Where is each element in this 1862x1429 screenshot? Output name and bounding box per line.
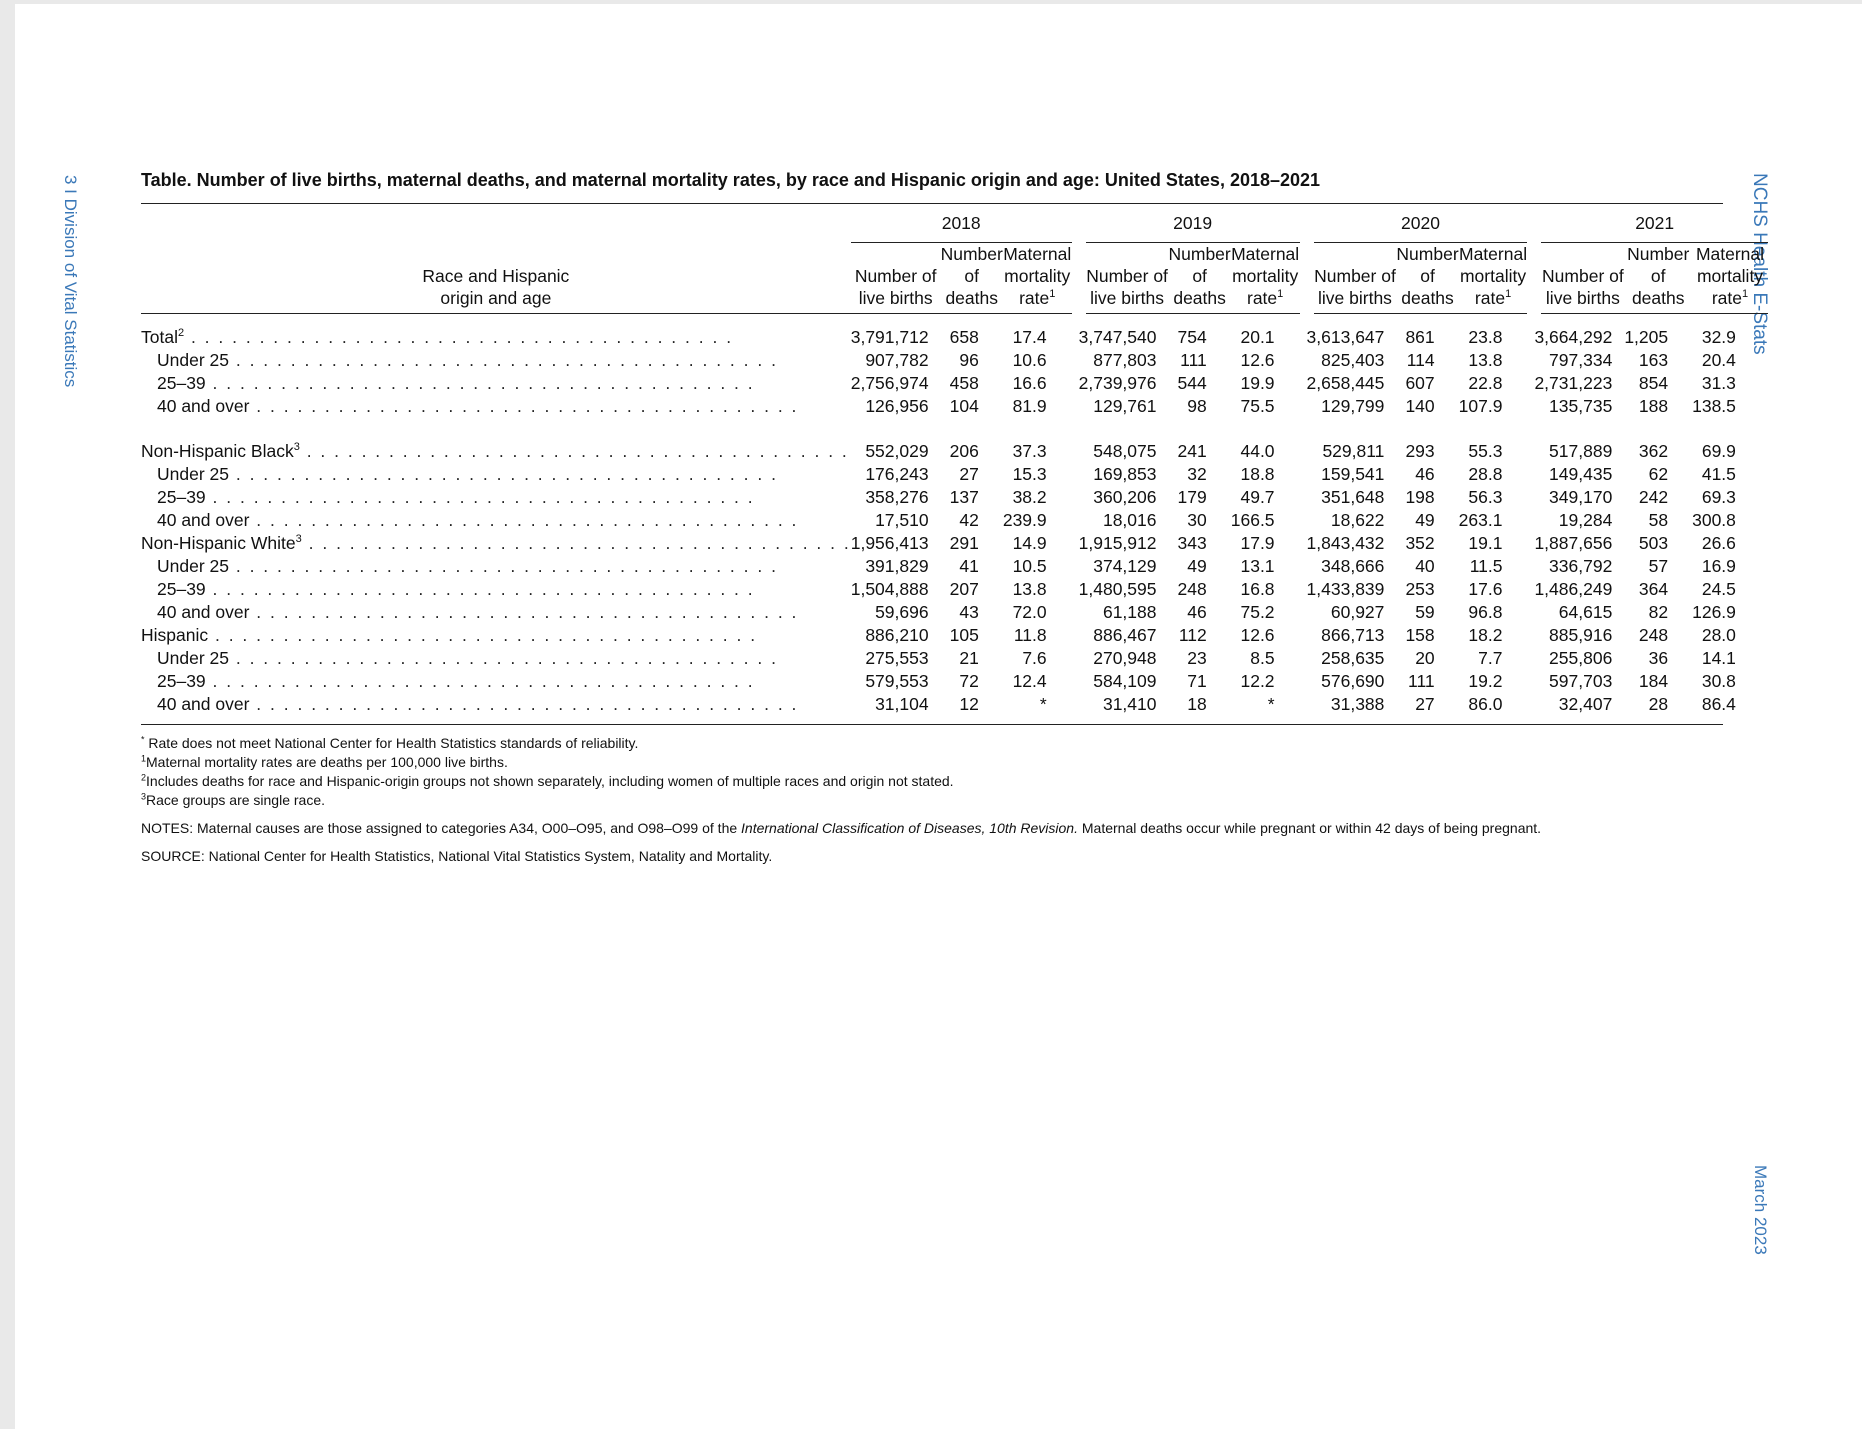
cell-mortality-rate: 107.9 [1458, 396, 1503, 416]
row-label: Non-Hispanic White$^3$ . . . . . . . . . . . . . . . . . . . . . . . . . . . . . . . . . . . . . . . . [141, 533, 851, 553]
table-row [141, 647, 1768, 670]
cell-live-births: 391,829 [865, 556, 929, 576]
cell-mortality-rate: 13.8 [1012, 579, 1047, 599]
cell-mortality-rate: 69.3 [1701, 487, 1736, 507]
cell-mortality-rate: 75.5 [1240, 396, 1275, 416]
table-row [141, 601, 1768, 624]
cell-live-births: 579,553 [865, 671, 929, 691]
cell-live-births: 126,956 [865, 396, 929, 416]
cell-mortality-rate: 37.3 [1012, 441, 1047, 461]
cell-mortality-rate: 49.7 [1240, 487, 1275, 507]
cell-deaths: 111 [1180, 350, 1207, 370]
cell-mortality-rate: * [1267, 694, 1275, 714]
col-header-births-2020: Number of live births [1307, 243, 1397, 314]
table-row [141, 349, 1768, 372]
cell-live-births: 885,916 [1549, 625, 1613, 645]
row-label: Non-Hispanic Black$^3$ . . . . . . . . . . . . . . . . . . . . . . . . . . . . . . . . . . . . . . . . [141, 441, 849, 461]
col-header-deaths-2019: Number of deaths [1169, 243, 1231, 314]
cell-deaths: 458 [949, 373, 979, 393]
year-header-2019: 2019 [1079, 204, 1307, 243]
cell-deaths: 179 [1177, 487, 1207, 507]
cell-live-births: 176,243 [865, 464, 929, 484]
cell-live-births: 270,948 [1093, 648, 1157, 668]
cell-deaths: 30 [1187, 510, 1207, 530]
cell-deaths: 49 [1415, 510, 1435, 530]
footnote-3: $^3$Race groups are single race. [141, 791, 326, 808]
row-label: 40 and over . . . . . . . . . . . . . . . . . . . . . . . . . . . . . . . . . . . . . . . . [157, 602, 799, 622]
cell-deaths: 23 [1187, 648, 1207, 668]
col-header-births-2018: Number of live births [851, 243, 941, 314]
cell-mortality-rate: 22.8 [1468, 373, 1503, 393]
footnote-1: $^1$Maternal mortality rates are deaths per 100,000 live births. [141, 753, 508, 770]
cell-mortality-rate: 126.9 [1692, 602, 1736, 622]
cell-live-births: 3,747,540 [1078, 327, 1157, 347]
cell-deaths: 59 [1415, 602, 1435, 622]
cell-live-births: 59,696 [875, 602, 929, 622]
cell-deaths: 41 [959, 556, 979, 576]
row-label: 40 and over . . . . . . . . . . . . . . . . . . . . . . . . . . . . . . . . . . . . . . . . [157, 510, 799, 530]
cell-deaths: 854 [1638, 373, 1669, 393]
cell-deaths: 253 [1405, 579, 1435, 599]
cell-mortality-rate: 16.9 [1701, 556, 1736, 576]
cell-mortality-rate: 11.8 [1013, 625, 1047, 645]
cell-mortality-rate: 55.3 [1468, 441, 1503, 461]
cell-live-births: 129,799 [1321, 396, 1385, 416]
row-label: Under 25 . . . . . . . . . . . . . . . . . . . . . . . . . . . . . . . . . . . . . . . . [157, 350, 778, 370]
cell-mortality-rate: 12.2 [1240, 671, 1275, 691]
cell-live-births: 529,811 [1322, 441, 1385, 461]
table-row [141, 693, 1768, 716]
cell-deaths: 364 [1638, 579, 1669, 599]
cell-live-births: 351,648 [1321, 487, 1385, 507]
cell-mortality-rate: 38.2 [1012, 487, 1047, 507]
cell-live-births: 1,480,595 [1078, 579, 1157, 599]
cell-mortality-rate: 17.6 [1468, 579, 1503, 599]
cell-live-births: 552,029 [865, 441, 929, 461]
cell-deaths: 28 [1648, 694, 1669, 714]
cell-mortality-rate: 12.6 [1240, 625, 1275, 645]
publication-name: NCHS Health E-Stats [1749, 173, 1770, 355]
footnotes [141, 734, 1711, 866]
cell-deaths: 104 [949, 396, 979, 416]
cell-deaths: 57 [1648, 556, 1669, 576]
cell-deaths: 72 [959, 671, 979, 691]
cell-deaths: 140 [1405, 396, 1435, 416]
footnote-2: $^2$Includes deaths for race and Hispanic-origin groups not shown separately, including women of multiple races and origin not stated. [141, 772, 954, 789]
cell-mortality-rate: 72.0 [1012, 602, 1047, 622]
cell-live-births: 169,853 [1093, 464, 1157, 484]
cell-deaths: 658 [949, 327, 979, 347]
row-label: 25–39 . . . . . . . . . . . . . . . . . . . . . . . . . . . . . . . . . . . . . . . . [157, 671, 755, 691]
cell-live-births: 886,210 [865, 625, 929, 645]
cell-mortality-rate: 239.9 [1002, 510, 1047, 530]
cell-deaths: 607 [1405, 373, 1435, 393]
row-label: Hispanic . . . . . . . . . . . . . . . . . . . . . . . . . . . . . . . . . . . . . . . . [141, 625, 758, 645]
col-header-births-2019: Number of live births [1079, 243, 1169, 314]
cell-deaths: 1,205 [1624, 327, 1669, 347]
cell-live-births: 886,467 [1093, 625, 1157, 645]
cell-live-births: 1,956,413 [850, 533, 929, 553]
cell-live-births: 31,388 [1330, 694, 1385, 714]
col-header-rate-2020: Maternal mortality rate$^1$ [1459, 243, 1535, 314]
cell-live-births: 31,104 [875, 694, 929, 714]
row-label: Under 25 . . . . . . . . . . . . . . . . . . . . . . . . . . . . . . . . . . . . . . . . [157, 648, 778, 668]
cell-live-births: 135,735 [1549, 396, 1613, 416]
cell-deaths: 188 [1638, 396, 1669, 416]
cell-live-births: 31,410 [1102, 694, 1157, 714]
cell-deaths: 96 [959, 350, 979, 370]
cell-live-births: 825,403 [1321, 350, 1385, 370]
cell-mortality-rate: 16.8 [1240, 579, 1275, 599]
source: SOURCE: National Center for Health Statistics, National Vital Statistics System, Natality and Mortality. [141, 848, 773, 864]
cell-mortality-rate: 263.1 [1458, 510, 1503, 530]
cell-live-births: 149,435 [1549, 464, 1613, 484]
row-label: Under 25 . . . . . . . . . . . . . . . . . . . . . . . . . . . . . . . . . . . . . . . . [157, 464, 778, 484]
cell-live-births: 3,613,647 [1306, 327, 1385, 347]
cell-deaths: 111 [1408, 671, 1435, 691]
table-row [141, 532, 1768, 555]
cell-mortality-rate: 11.5 [1469, 556, 1503, 576]
cell-deaths: 82 [1648, 602, 1669, 622]
cell-deaths: 114 [1406, 350, 1435, 370]
cell-mortality-rate: 10.6 [1012, 350, 1047, 370]
cell-mortality-rate: 18.8 [1240, 464, 1275, 484]
page-number-division: 3 I Division of Vital Statistics [61, 175, 80, 388]
cell-mortality-rate: 23.8 [1468, 327, 1503, 347]
cell-deaths: 98 [1187, 396, 1207, 416]
col-header-deaths-2018: Number of deaths [941, 243, 1003, 314]
cell-live-births: 797,334 [1549, 350, 1613, 370]
cell-mortality-rate: 86.4 [1701, 694, 1736, 714]
cell-mortality-rate: 69.9 [1701, 441, 1736, 461]
cell-deaths: 248 [1638, 625, 1669, 645]
cell-deaths: 861 [1405, 327, 1435, 347]
cell-mortality-rate: 19.1 [1468, 533, 1503, 553]
col-header-births-2021: Number of live births [1534, 243, 1624, 314]
cell-live-births: 584,109 [1093, 671, 1157, 691]
publication-date: March 2023 [1751, 1165, 1770, 1255]
cell-live-births: 349,170 [1549, 487, 1613, 507]
col-header-deaths-2021: Number of deaths [1624, 243, 1692, 314]
cell-deaths: 71 [1187, 671, 1207, 691]
cell-mortality-rate: * [1039, 694, 1047, 714]
cell-deaths: 352 [1405, 533, 1435, 553]
cell-live-births: 2,739,976 [1078, 373, 1157, 393]
row-label: 40 and over . . . . . . . . . . . . . . . . . . . . . . . . . . . . . . . . . . . . . . . . [157, 396, 799, 416]
cell-mortality-rate: 15.3 [1012, 464, 1047, 484]
cell-live-births: 32,407 [1558, 694, 1613, 714]
cell-deaths: 58 [1648, 510, 1669, 530]
cell-deaths: 544 [1177, 373, 1207, 393]
cell-live-births: 517,889 [1549, 441, 1613, 461]
cell-deaths: 49 [1187, 556, 1207, 576]
year-header-2020: 2020 [1307, 204, 1535, 243]
cell-live-births: 2,731,223 [1534, 373, 1613, 393]
cell-mortality-rate: 28.8 [1468, 464, 1503, 484]
cell-live-births: 358,276 [865, 487, 929, 507]
cell-deaths: 293 [1405, 441, 1435, 461]
cell-live-births: 336,792 [1549, 556, 1613, 576]
cell-mortality-rate: 18.2 [1468, 625, 1503, 645]
cell-mortality-rate: 41.5 [1701, 464, 1736, 484]
table-row [141, 395, 1768, 418]
cell-live-births: 1,433,839 [1306, 579, 1385, 599]
cell-mortality-rate: 26.6 [1701, 533, 1736, 553]
cell-deaths: 184 [1638, 671, 1669, 691]
cell-deaths: 207 [949, 579, 979, 599]
table-bottom-rule [141, 724, 1723, 725]
cell-mortality-rate: 24.5 [1701, 579, 1736, 599]
cell-live-births: 64,615 [1558, 602, 1613, 622]
cell-mortality-rate: 81.9 [1012, 396, 1047, 416]
cell-mortality-rate: 13.8 [1468, 350, 1503, 370]
cell-mortality-rate: 56.3 [1468, 487, 1503, 507]
cell-live-births: 597,703 [1549, 671, 1613, 691]
cell-mortality-rate: 19.2 [1468, 671, 1503, 691]
cell-live-births: 1,504,888 [850, 579, 929, 599]
cell-deaths: 198 [1405, 487, 1435, 507]
cell-mortality-rate: 17.4 [1012, 327, 1047, 347]
cell-deaths: 20 [1415, 648, 1435, 668]
cell-deaths: 46 [1187, 602, 1207, 622]
cell-live-births: 18,016 [1102, 510, 1157, 530]
row-label: 25–39 . . . . . . . . . . . . . . . . . . . . . . . . . . . . . . . . . . . . . . . . [157, 487, 755, 507]
cell-live-births: 275,553 [865, 648, 929, 668]
cell-mortality-rate: 20.4 [1701, 350, 1736, 370]
cell-live-births: 19,284 [1558, 510, 1613, 530]
cell-deaths: 503 [1638, 533, 1669, 553]
table-title: Table. Number of live births, maternal deaths, and maternal mortality rates, by race and Hispanic origin and age: United States, 2018–2021 [141, 170, 1321, 190]
cell-live-births: 576,690 [1321, 671, 1385, 691]
cell-live-births: 258,635 [1321, 648, 1385, 668]
cell-deaths: 27 [959, 464, 979, 484]
cell-deaths: 248 [1177, 579, 1207, 599]
table-row [141, 440, 1768, 463]
notes: NOTES: Maternal causes are those assigned to categories A34, O00–O95, and O98–O99 of the International Classification of Diseases, 10th Revision. Maternal deaths occur while pregnant or within 42 days of being pregnant. [141, 820, 1542, 836]
cell-deaths: 291 [949, 533, 979, 553]
cell-mortality-rate: 31.3 [1701, 373, 1736, 393]
cell-live-births: 129,761 [1093, 396, 1157, 416]
cell-deaths: 32 [1187, 464, 1207, 484]
cell-mortality-rate: 300.8 [1692, 510, 1736, 530]
table-row [141, 486, 1768, 509]
cell-live-births: 2,756,974 [850, 373, 929, 393]
table-row [141, 314, 1768, 350]
cell-deaths: 754 [1177, 327, 1207, 347]
cell-deaths: 43 [959, 602, 979, 622]
cell-live-births: 18,622 [1330, 510, 1385, 530]
cell-live-births: 348,666 [1321, 556, 1385, 576]
cell-mortality-rate: 16.6 [1012, 373, 1047, 393]
cell-mortality-rate: 44.0 [1240, 441, 1275, 461]
cell-deaths: 42 [959, 510, 979, 530]
cell-mortality-rate: 10.5 [1012, 556, 1047, 576]
cell-mortality-rate: 19.9 [1240, 373, 1275, 393]
cell-deaths: 40 [1415, 556, 1435, 576]
cell-live-births: 877,803 [1093, 350, 1157, 370]
footnote-star: * Rate does not meet National Center for Health Statistics standards of reliability. [141, 734, 639, 751]
cell-deaths: 12 [959, 694, 979, 714]
cell-mortality-rate: 166.5 [1230, 510, 1275, 530]
cell-mortality-rate: 86.0 [1468, 694, 1503, 714]
cell-mortality-rate: 20.1 [1240, 327, 1275, 347]
cell-live-births: 1,486,249 [1534, 579, 1613, 599]
cell-deaths: 206 [949, 441, 979, 461]
col-header-rate-2021: Maternal mortality rate$^1$ [1692, 243, 1768, 314]
cell-live-births: 255,806 [1549, 648, 1613, 668]
cell-live-births: 2,658,445 [1306, 373, 1385, 393]
year-header-2021: 2021 [1534, 204, 1767, 243]
cell-mortality-rate: 30.8 [1701, 671, 1736, 691]
cell-deaths: 242 [1638, 487, 1669, 507]
table-row [141, 555, 1768, 578]
cell-deaths: 137 [949, 487, 979, 507]
cell-live-births: 159,541 [1321, 464, 1385, 484]
cell-mortality-rate: 96.8 [1468, 602, 1503, 622]
cell-deaths: 36 [1648, 648, 1669, 668]
cell-mortality-rate: 12.4 [1012, 671, 1047, 691]
col-header-rate-2018: Maternal mortality rate$^1$ [1003, 243, 1079, 314]
cell-live-births: 548,075 [1093, 441, 1157, 461]
table-row [141, 624, 1768, 647]
row-label: 40 and over . . . . . . . . . . . . . . . . . . . . . . . . . . . . . . . . . . . . . . . . [157, 694, 799, 714]
cell-mortality-rate: 12.6 [1240, 350, 1275, 370]
cell-mortality-rate: 75.2 [1240, 602, 1275, 622]
table-row [141, 372, 1768, 395]
cell-live-births: 17,510 [875, 510, 929, 530]
cell-live-births: 1,915,912 [1078, 533, 1157, 553]
cell-deaths: 241 [1177, 441, 1207, 461]
cell-live-births: 1,843,432 [1306, 533, 1385, 553]
row-label: Total$^2$ . . . . . . . . . . . . . . . . . . . . . . . . . . . . . . . . . . . . . . . . [141, 327, 734, 347]
cell-deaths: 18 [1187, 694, 1207, 714]
cell-mortality-rate: 8.5 [1250, 648, 1275, 668]
data-table [141, 204, 1768, 716]
row-label: 25–39 . . . . . . . . . . . . . . . . . . . . . . . . . . . . . . . . . . . . . . . . [157, 373, 755, 393]
cell-live-births: 374,129 [1093, 556, 1157, 576]
cell-deaths: 27 [1415, 694, 1435, 714]
cell-mortality-rate: 32.9 [1701, 327, 1736, 347]
cell-deaths: 62 [1648, 464, 1669, 484]
table-row [141, 509, 1768, 532]
cell-live-births: 3,791,712 [850, 327, 929, 347]
cell-live-births: 907,782 [865, 350, 929, 370]
cell-deaths: 362 [1638, 441, 1669, 461]
cell-deaths: 105 [949, 625, 979, 645]
cell-live-births: 360,206 [1093, 487, 1157, 507]
row-label: 25–39 . . . . . . . . . . . . . . . . . . . . . . . . . . . . . . . . . . . . . . . . [157, 579, 755, 599]
cell-mortality-rate: 7.7 [1478, 648, 1503, 668]
table-row [141, 670, 1768, 693]
table-row [141, 578, 1768, 601]
cell-mortality-rate: 7.6 [1022, 648, 1047, 668]
year-header-2018: 2018 [851, 204, 1079, 243]
cell-mortality-rate: 138.5 [1692, 396, 1736, 416]
cell-mortality-rate: 28.0 [1701, 625, 1736, 645]
cell-deaths: 343 [1177, 533, 1207, 553]
cell-live-births: 60,927 [1330, 602, 1385, 622]
cell-live-births: 866,713 [1321, 625, 1385, 645]
cell-deaths: 158 [1405, 625, 1435, 645]
cell-mortality-rate: 14.1 [1701, 648, 1736, 668]
row-header: Race and Hispanic origin and age [141, 243, 851, 314]
cell-deaths: 112 [1178, 625, 1207, 645]
cell-deaths: 46 [1415, 464, 1435, 484]
cell-live-births: 1,887,656 [1534, 533, 1613, 553]
cell-mortality-rate: 14.9 [1012, 533, 1047, 553]
cell-mortality-rate: 17.9 [1240, 533, 1275, 553]
cell-deaths: 21 [959, 648, 979, 668]
row-label: Under 25 . . . . . . . . . . . . . . . . . . . . . . . . . . . . . . . . . . . . . . . . [157, 556, 778, 576]
cell-live-births: 3,664,292 [1534, 327, 1613, 347]
col-header-rate-2019: Maternal mortality rate$^1$ [1231, 243, 1307, 314]
cell-deaths: 163 [1638, 350, 1669, 370]
cell-mortality-rate: 13.1 [1240, 556, 1275, 576]
table-row [141, 463, 1768, 486]
col-header-deaths-2020: Number of deaths [1396, 243, 1458, 314]
cell-live-births: 61,188 [1102, 602, 1157, 622]
